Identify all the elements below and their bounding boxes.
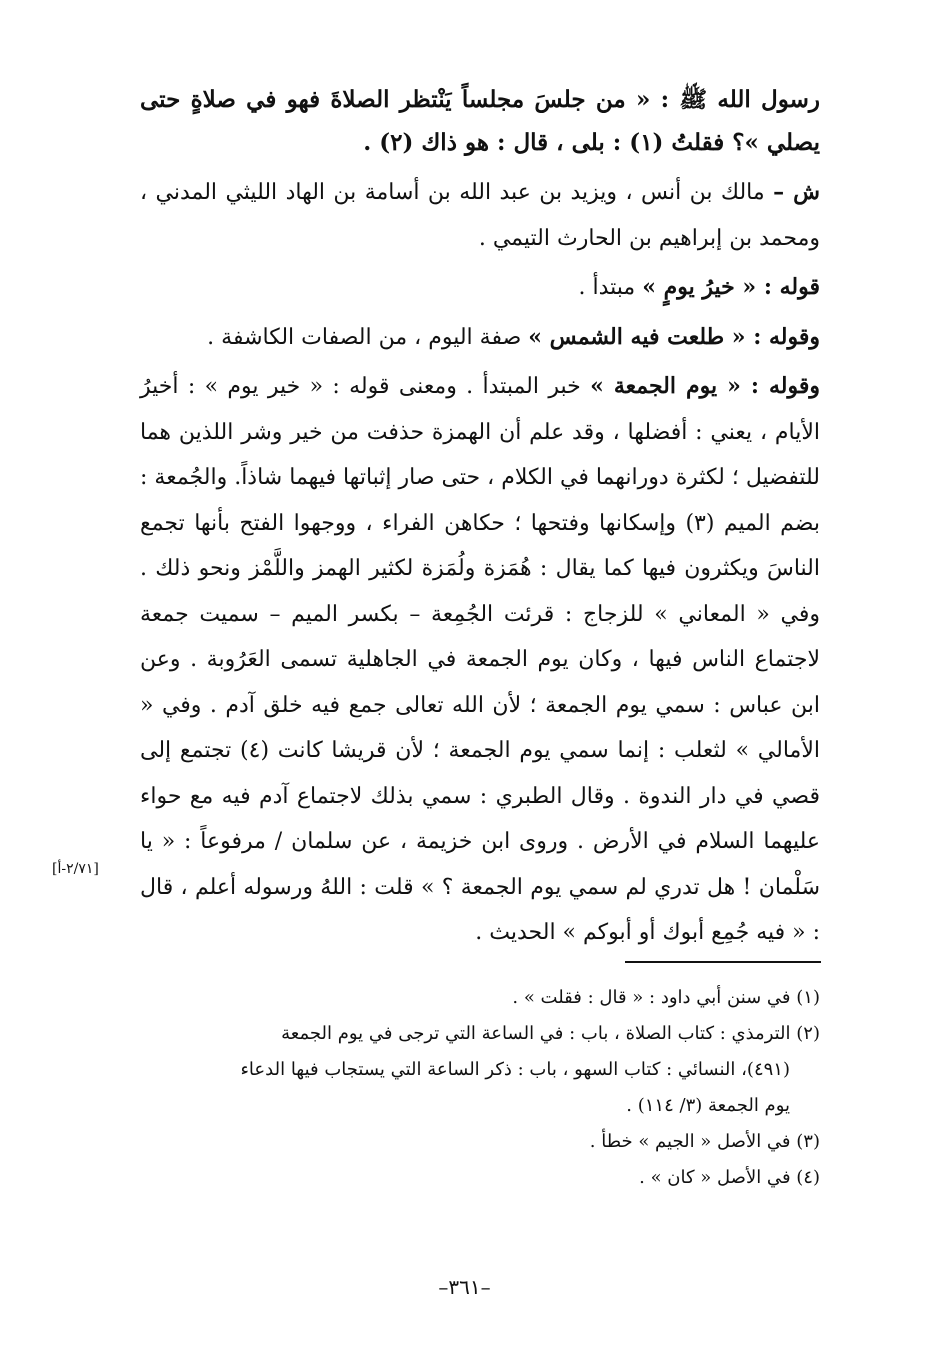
narrators-paragraph: [140, 170, 820, 261]
footnote-2-continued: (٤٩١)، النسائي : كتاب السهو ، باب : ذكر الساعة التي يستجاب فيها الدعاء: [240, 1059, 790, 1080]
commentary-khayr-yawm: [140, 265, 820, 311]
margin-reference: [٢/٧١-أ]: [52, 861, 99, 877]
hadith-intro: رسول الله ﷺ : « من جلسَ مجلساً يَنْتظر الصلاةَ فهو في صلاةٍ حتى يصلي »؟ فقلتُ (١) : بلى ، قال : هو ذاك (٢) .: [140, 86, 820, 156]
footnote-4: (٤) في الأصل « كان » .: [639, 1167, 820, 1188]
commentary-text: خبر المبتدأ . ومعنى قوله : « خير يوم » : أخيرُ الأيام ، يعني : أفضلها ، وقد علم أن الهمزة حذفت من خير وشر اللذين هما للتفضيل ؛ لكثرة دورانهما في الكلام ، حتى صار إثباتها فيهما شاذاً. والجُمعة : بضم الميم (٣) وإسكانها وفتحها ؛ حكاهن الفراء ، ووجهوا الفتح بأنها تجمع الناسَ ويكثرون فيها كما يقال : هُمَزة ولُمَزة لكثير الهمز واللَّمْز ونحو ذلك . وفي « المعاني » للزجاج : قرئت الجُمِعة – بكسر الميم – سميت جمعة لاجتماع الناس فيها ، وكان يوم الجمعة في الجاهلية تسمى العَرُوبة . وعن ابن عباس : سمي يوم الجمعة ؛ لأن الله تعالى جمع فيه خلق آدم . وفي « الأمالي » لثعلب : إنما سمي يوم الجمعة ؛ لأن قريشا كانت (٤) تجتمع إلى قصي في دار الندوة . وقال الطبري : سمي بذلك لاجتماع آدم فيه مع حواء عليهما السلام في الأرض . وروى ابن خزيمة ، عن سلمان / مرفوعاً : « يا سَلْمان ! هل تدري لم سمي يوم الجمعة ؟ » قلت : اللهُ ورسوله أعلم ، قال : « فيه جُمِع أبوك أو أبوكم » الحديث .: [140, 374, 820, 945]
footnote-2: (٢) الترمذي : كتاب الصلاة ، باب : في الساعة التي ترجى في يوم الجمعة: [281, 1023, 820, 1044]
footnotes: [140, 980, 820, 1196]
commentary-lead: وقوله : « طلعت فيه الشمس »: [528, 323, 820, 350]
page-number: –٣٦١–: [438, 1275, 491, 1299]
commentary-text: صفة اليوم ، من الصفات الكاشفة .: [207, 324, 529, 350]
commentary-lead: وقوله : « يوم الجمعة »: [590, 373, 820, 399]
commentary-talaat: [140, 315, 820, 361]
narrators-text: مالك بن أنس ، ويزيد بن عبد الله بن أسامة بن الهاد الليثي المدني ، ومحمد بن إبراهيم بن الحارث التيمي .: [140, 180, 820, 251]
footnote-2-continued: يوم الجمعة (٣/ ١١٤) .: [626, 1095, 790, 1116]
commentary-text: مبتدأ .: [578, 275, 643, 300]
footnote-divider: [625, 961, 821, 963]
commentary-lead: قوله : « خيرُ يومٍ »: [642, 274, 820, 300]
main-text: [140, 78, 820, 956]
footnote-1: (١) في سنن أبي داود : « قال : فقلت » .: [512, 987, 820, 1008]
sh-marker: ش –: [773, 179, 821, 205]
commentary-yawm-aljumua: [140, 364, 820, 956]
footnote-3: (٣) في الأصل « الجيم » خطأ .: [589, 1131, 820, 1152]
